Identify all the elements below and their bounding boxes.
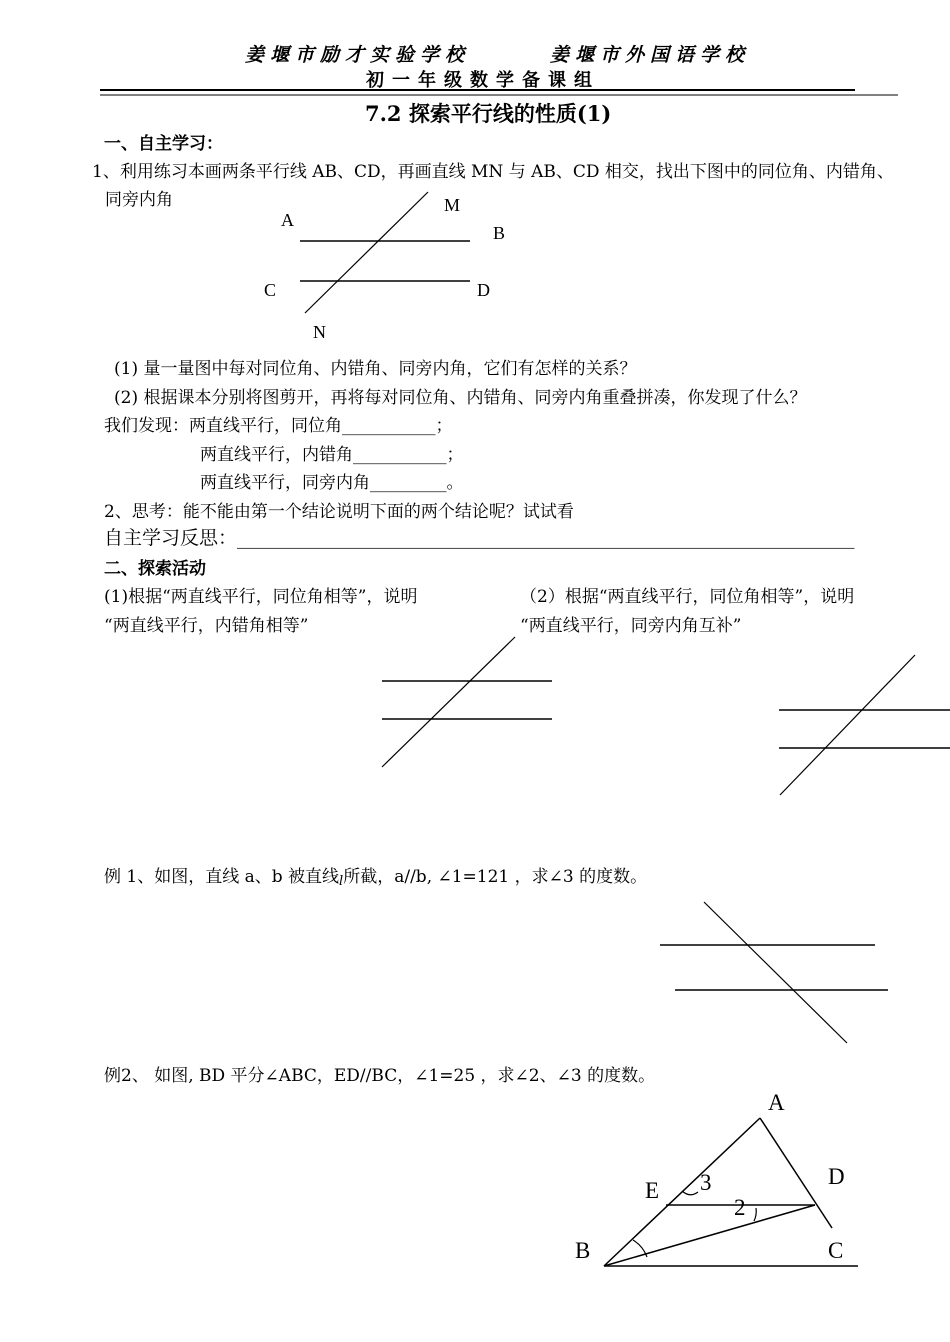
transversal — [780, 655, 915, 795]
question-1-line-2: 同旁内角 — [105, 190, 173, 210]
angle-3-arc — [682, 1191, 698, 1195]
school-name-2: 姜堰市外国语学校 — [550, 44, 751, 66]
finding-3: 两直线平行，同旁内角_________。 — [200, 473, 464, 493]
activity-2-line-1: （2）根据“两直线平行，同位角相等”，说明 — [520, 587, 855, 607]
activity-1-line-1: (1)根据“两直线平行，同位角相等”，说明 — [104, 587, 418, 607]
activity-2-line-2: “两直线平行，同旁内角互补” — [520, 616, 742, 636]
figure-example-2 — [604, 1118, 858, 1266]
figure-activity-2 — [779, 655, 950, 795]
angle-label-2: 2 — [734, 1195, 746, 1220]
label-n: N — [313, 322, 326, 342]
section-heading-1: 一、自主学习： — [104, 134, 223, 154]
label-c: C — [264, 280, 277, 300]
line-mn — [305, 192, 428, 313]
finding-2: 两直线平行，内错角___________； — [200, 445, 464, 465]
reflection-line: 自主学习反思：_________________________________________________________________ — [104, 527, 855, 549]
prompt-2: (2) 根据课本分别将图剪开，再将每对同位角、内错角、同旁内角重叠拼凑，你发现了什么？ — [114, 388, 807, 408]
triangle-label-c: C — [828, 1238, 844, 1263]
school-name-1: 姜堰市励才实验学校 — [245, 44, 471, 66]
line-l — [704, 902, 847, 1043]
activity-1-line-2: “两直线平行，内错角相等” — [104, 616, 309, 636]
prompt-1: (1) 量一量图中每对同位角、内错角、同旁内角，它们有怎样的关系？ — [114, 359, 637, 379]
label-m: M — [444, 195, 461, 215]
page-title: 7.2 探索平行线的性质(1) — [365, 101, 612, 126]
line-l-symbol: l — [339, 874, 344, 889]
angle-2-arc — [754, 1208, 756, 1221]
triangle-label-a: A — [768, 1090, 785, 1115]
triangle-label-e: E — [645, 1178, 660, 1203]
prep-group: 初一年级数学备课组 — [366, 70, 600, 91]
triangle-label-d: D — [828, 1164, 845, 1189]
example-1-suffix: 所截，a//b, ∠1=121 ，求∠3 的度数。 — [343, 867, 648, 887]
example-1-text — [104, 862, 647, 889]
finding-1: 我们发现：两直线平行，同位角___________； — [104, 416, 453, 436]
question-1-line-1: 1、利用练习本画两条平行线 AB、CD，再画直线 MN 与 AB、CD 相交，找出下图中的同位角、内错角、 — [92, 162, 894, 182]
transversal — [382, 637, 515, 767]
angle-label-3: 3 — [700, 1170, 712, 1195]
example-2-text: 例2、 如图, BD 平分∠ABC，ED//BC，∠1=25 ，求∠2、∠3 的度数。 — [104, 1066, 656, 1086]
triangle-label-b: B — [575, 1238, 591, 1263]
question-2: 2、思考：能不能由第一个结论说明下面的两个结论呢？试试看 — [104, 502, 574, 522]
label-b: B — [493, 223, 506, 243]
line-ac — [760, 1118, 832, 1228]
figure-example-1 — [660, 902, 888, 1043]
example-1-prefix: 例 1、如图，直线 a、b 被直线 — [104, 867, 340, 887]
label-d: D — [477, 280, 490, 300]
label-a: A — [281, 210, 294, 230]
figure-activity-1 — [382, 637, 552, 767]
section-heading-2: 二、探索活动 — [104, 559, 206, 579]
